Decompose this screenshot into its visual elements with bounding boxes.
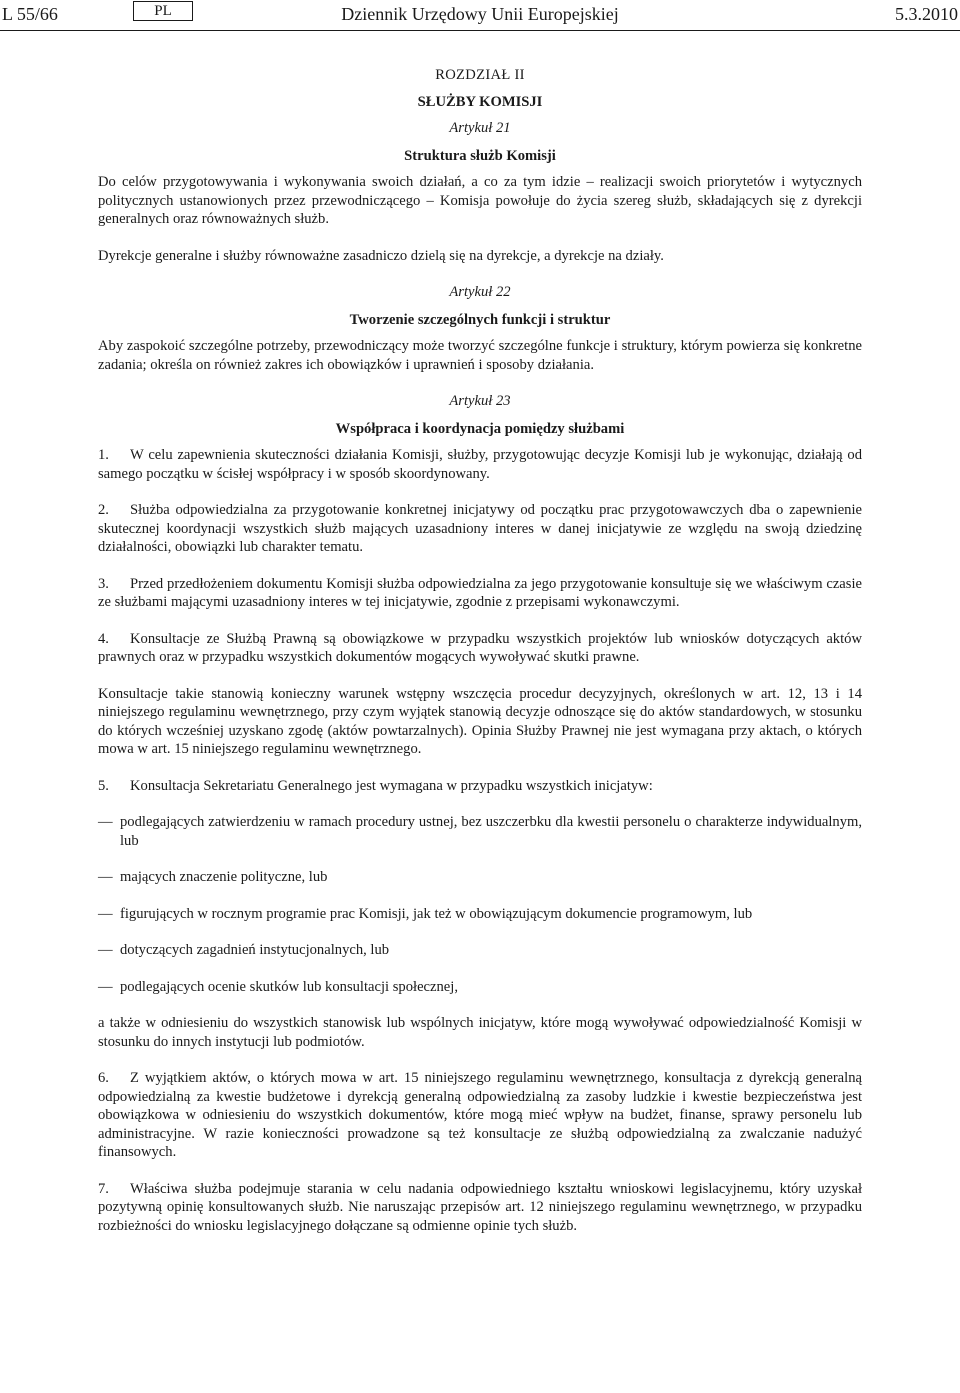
dash-bullet: — xyxy=(98,869,113,885)
header-rule xyxy=(0,30,960,31)
dash-bullet: — xyxy=(98,905,113,922)
article-23-paragraph-3 xyxy=(98,575,862,612)
journal-title: Dziennik Urzędowy Unii Europejskiej xyxy=(341,4,619,24)
dash-bullet: — xyxy=(98,942,113,958)
paragraph-number: 7. xyxy=(98,1180,109,1197)
article-23-paragraph-5 xyxy=(98,777,862,796)
paragraph-number: 5. xyxy=(98,777,109,794)
chapter-title: SŁUŻBY KOMISJI xyxy=(417,93,543,110)
list-item xyxy=(98,941,862,960)
page-number: L 55/66 xyxy=(2,4,58,24)
dash-bullet: — xyxy=(98,814,113,830)
paragraph-number: 6. xyxy=(98,1070,109,1086)
list-item-text: podlegających ocenie skutków lub konsultacji społecznej, xyxy=(120,978,458,995)
paragraph-number: 4. xyxy=(98,630,109,647)
paragraph-number: 2. xyxy=(98,502,109,518)
paragraph-text: Właściwa służba podejmuje starania w celu nadania odpowiedniego kształtu wnioskowi legislacyjnemu, który uzyskał pozytywną opinię konsultowanych służb. Nie naruszając przepisów art. 12 niniejszego regulaminu wewnętrznego, w przypadku rozbieżności do wniosku legislacyjnego dołączane są odmienne opinie tych służb. xyxy=(98,1180,862,1234)
paragraph-text: Konsultacje ze Służbą Prawną są obowiązkowe w przypadku wszystkich projektów lub wniosków dotyczących aktów prawnych oraz w przypadku wszystkich dokumentów mogących wywoływać skutki prawne. xyxy=(98,630,862,665)
article-21-title: Struktura służb Komisji xyxy=(404,147,556,164)
article-23-paragraph-2 xyxy=(98,501,862,557)
article-23-paragraph-1 xyxy=(98,446,862,483)
list-item xyxy=(98,905,862,924)
document-body xyxy=(98,66,862,1235)
paragraph-number: 1. xyxy=(98,447,109,463)
paragraph-number: 3. xyxy=(98,575,109,592)
list-item-text: dotyczących zagadnień instytucjonalnych, lub xyxy=(120,942,390,958)
paragraph-text: Przed przedłożeniem dokumentu Komisji służba odpowiedzialna za jego przygotowanie konsultuje się we właściwym czasie ze służbami mającymi uzasadniony interes w tej inicjatywie, zgodnie z przepisami wykonawczymi. xyxy=(98,575,862,610)
page-header xyxy=(0,0,960,28)
list-item xyxy=(98,978,862,997)
list-item xyxy=(98,868,862,887)
article-23-paragraph-4-continued: Konsultacje takie stanowią konieczny warunek wstępny wszczęcia procedur decyzyjnych, określonych w art. 12, 13 i 14 niniejszego regulaminu wewnętrznego, przy czym wyjątek stanowią decyzje odnoszące się do aktów standardowych, w stosunku do których wcześniej uzyskano zgodę (aktów powtarzalnych). Opinia Służby Prawnej nie jest wymagana przy aktach, o których mowa w art. 15 niniejszego regulaminu wewnętrznego. xyxy=(98,685,862,757)
publication-date: 5.3.2010 xyxy=(895,4,958,24)
article-22-paragraph-1: Aby zaspokoić szczególne potrzeby, przewodniczący może tworzyć szczególne funkcje i struktury, którym powierza się konkretne zadania; określa on również zakres ich obowiązków i uprawnień i sposoby działania. xyxy=(98,338,862,373)
article-23-title: Współpraca i koordynacja pomiędzy służbami xyxy=(335,420,625,437)
article-22-number: Artykuł 22 xyxy=(449,284,511,300)
paragraph-text: Z wyjątkiem aktów, o których mowa w art. 15 niniejszego regulaminu wewnętrznego, konsultacja z dyrekcją generalną odpowiedzialną za kwestie budżetowe i dyrekcją generalną odpowiedzialną za zasoby ludzkie i kwestie bezpieczeństwa jest obowiązkowa w odniesieniu do wszystkich dokumentów, które mogą mieć wpływ na budżet, finanse, sprawy personelu lub administracyjne. W razie konieczności prowadzone są też konsultacje ze służbą odpowiedzialną za zwalczanie nadużyć finansowych. xyxy=(98,1070,862,1160)
list-item xyxy=(98,813,862,850)
chapter-label: ROZDZIAŁ II xyxy=(435,67,525,83)
list-item-text: mających znaczenie polityczne, lub xyxy=(120,869,328,885)
article-23-paragraph-5-continued: a także w odniesieniu do wszystkich stanowisk lub wspólnych inicjatyw, które mogą wywoływać odpowiedzialność Komisji w stosunku do innych instytucji lub podmiotów. xyxy=(98,1015,862,1050)
article-23-paragraph-6 xyxy=(98,1069,862,1162)
dash-bullet: — xyxy=(98,978,113,995)
paragraph-text: Służba odpowiedzialna za przygotowanie konkretnej inicjatywy od początku prac przygotowawczych dba o zapewnienie skutecznej koordynacji wszystkich służb mających uzasadniony interes w danej inicjatywie ze względu na swoją dziedzinę działalności, obowiązki lub charakter tematu. xyxy=(98,502,862,555)
list-item-text: figurujących w rocznym programie prac Komisji, jak też w obowiązującym dokumencie programowym, lub xyxy=(120,905,753,922)
article-23-paragraph-7 xyxy=(98,1180,862,1236)
article-21-paragraph-1: Do celów przygotowywania i wykonywania swoich działań, a co za tym idzie – realizacji swoich priorytetów i wytycznych politycznych ustanowionych przez przewodniczącego – Komisja powołuje do życia szereg służb, składających się z dyrekcji generalnych oraz równoważnych służb. xyxy=(98,174,862,227)
paragraph-text: Konsultacja Sekretariatu Generalnego jest wymagana w przypadku wszystkich inicjatyw: xyxy=(130,777,653,794)
language-badge: PL xyxy=(133,1,193,21)
list-item-text: podlegających zatwierdzeniu w ramach procedury ustnej, bez uszczerbku dla kwestii personelu o charakterze indywidualnym, lub xyxy=(120,814,862,849)
article-23-paragraph-4 xyxy=(98,630,862,667)
article-23-number: Artykuł 23 xyxy=(449,393,511,409)
article-21-number: Artykuł 21 xyxy=(449,120,511,136)
article-21-paragraph-2: Dyrekcje generalne i służby równoważne zasadniczo dzielą się na dyrekcje, a dyrekcje na działy. xyxy=(98,247,664,264)
paragraph-text: W celu zapewnienia skuteczności działania Komisji, służby, przygotowując decyzje Komisji lub je wykonując, działają od samego początku w ścisłej współpracy i w sposób skoordynowany. xyxy=(98,447,862,482)
article-22-title: Tworzenie szczególnych funkcji i struktur xyxy=(349,311,611,328)
